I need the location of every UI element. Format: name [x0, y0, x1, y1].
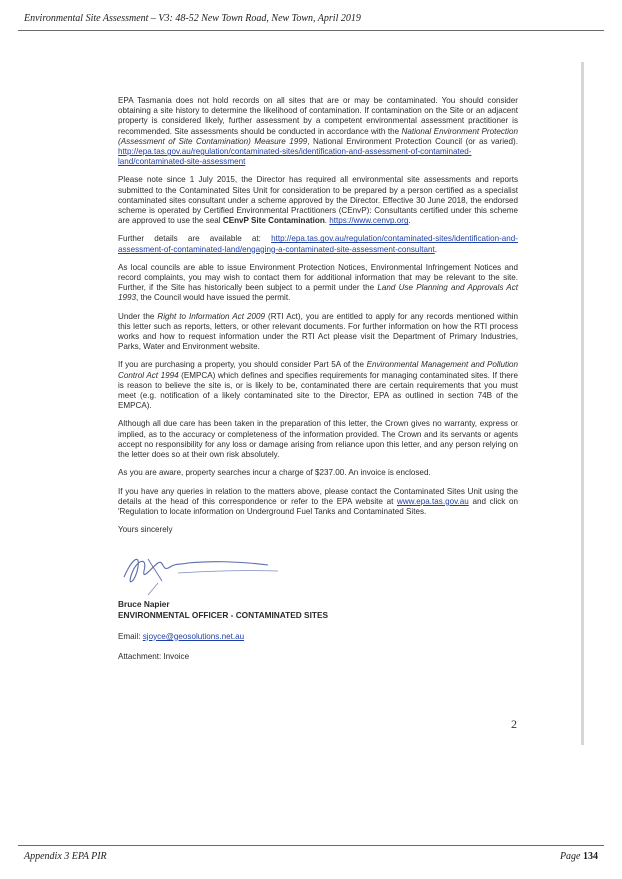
p1-measure-title: National Environment Protection (Assessment of Site Contamination) Measure 1999: [118, 126, 518, 146]
footer-page-number: 134: [583, 851, 598, 862]
footer-page-label: Page: [559, 851, 583, 862]
p3-link[interactable]: http://epa.tas.gov.au/regulation/contaminated-sites/identification-and-assessment-of-contaminated-land/engaging-a-contaminated-site-assessment-consultant: [118, 234, 518, 254]
footer-appendix-label: Appendix 3 EPA PIR: [24, 851, 107, 862]
p2-text-3: .: [408, 216, 411, 226]
p5-act-title: Right to Information Act 2009: [157, 311, 265, 321]
letter-page-number: 2: [511, 717, 517, 731]
p6-act-title: Environmental Management and Pollution Control Act 1994: [118, 360, 518, 380]
right-margin-rule: [581, 62, 584, 745]
paragraph-purchasing: [118, 360, 518, 411]
signature: [118, 537, 288, 597]
p4-text: As local councils are able to issue Environment Protection Notices, Environmental Infringement Notices and record complaints, you may wish to contact them for additional information that may be relevant to the site. Further, if the Site has historically been subject to a permit under the: [118, 262, 518, 293]
header-rule: [18, 30, 604, 31]
paragraph-certification: [118, 175, 518, 226]
p7-text: Although all due care has been taken in the preparation of this letter, the Crown gives no warranty, express or implied, as to the accuracy or completeness of the information provided. The Crown and its servants or agents accept no responsibility for any loss or damage arising from reliance upon this letter, and any person relying on the letter does so at their own risk absolutely.: [118, 419, 518, 460]
paragraph-queries: [118, 487, 518, 518]
letter-body: [118, 96, 518, 672]
page-header: Environmental Site Assessment – V3: 48-52 New Town Road, New Town, April 2019: [24, 13, 361, 24]
paragraph-epa-records: [118, 96, 518, 167]
footer-page: [560, 851, 598, 862]
email-label: Email:: [118, 631, 143, 641]
p1-text-2: , National Environment Protection Council (or as varied).: [307, 136, 518, 146]
signer-title: ENVIRONMENTAL OFFICER - CONTAMINATED SITES: [118, 609, 329, 620]
p9-link[interactable]: www.epa.tas.gov.au: [396, 496, 469, 506]
p6-text-2: (EMPCA) which defines and specifies requirements for managing contaminated sites. If there is reason to believe the site is, or is likely to be, contaminated there are certain requirements that you must meet (e.g. notification of a likely contaminated site to the Director, EPA as outlined in section 74B of the EMPCA).: [118, 370, 518, 411]
p9-text-2: and click on 'Regulation to locate information on Underground Fuel Tanks and Contaminated Sites.: [118, 496, 518, 516]
p1-text: EPA Tasmania does not hold records on all sites that are or may be contaminated. You should consider obtaining a site history to determine the likelihood of contamination. If contamination on the Site or an adjacent property is considered likely, further assessment by a competent environmental assessment practitioner is recommended. Site assessments should be conducted in accordance with the: [118, 96, 518, 136]
p3-text-2: .: [434, 244, 437, 254]
p5-text: Under the: [118, 311, 158, 321]
p2-link[interactable]: https://www.cenvp.org: [329, 216, 409, 226]
paragraph-rti: [118, 312, 518, 353]
paragraph-charge: [118, 468, 518, 478]
p5-text-2: (RTI Act), you are entitled to apply for any records mentioned within this letter such as reports, letters, or other relevant documents. For further information on how the RTI process works and how to request information under the RTI Act please visit the Department of Primary Industries, Parks, Water and Environment website.: [118, 311, 519, 352]
paragraph-disclaimer: [118, 419, 518, 460]
attachment-line: Attachment: Invoice: [118, 651, 190, 661]
signer-name: Bruce Napier: [118, 599, 170, 610]
paragraph-local-councils: [118, 263, 518, 304]
p8-text: As you are aware, property searches incur a charge of $237.00. An invoice is enclosed.: [118, 468, 431, 478]
email-link[interactable]: sjoyce@geosolutions.net.au: [142, 631, 245, 641]
signature-icon: [118, 537, 288, 597]
closing: Yours sincerely: [118, 525, 173, 535]
p2-text-2: .: [324, 216, 330, 226]
p9-text: If you have any queries in relation to the matters above, please contact the Contaminated Sites Unit using the details at the head of this correspondence or refer to the EPA website at: [118, 486, 518, 506]
paragraph-further-details: [118, 234, 518, 254]
p4-text-2: , the Council would have issued the permit.: [136, 293, 291, 303]
p2-text: Please note since 1 July 2015, the Director has required all environmental site assessments and reports submitted to the Contaminated Sites Unit for consideration to be prepared by a person certified as a specialist contaminated sites consultant under a scheme approved by the Director. Effective 30 June 2018, the endorsed scheme is operated by Certified Environmental Practitioners (CEnvP): Consultants certified under this scheme are approved to use the seal: [118, 175, 518, 226]
email-line: [118, 632, 518, 642]
p3-text: Further details are available at:: [118, 234, 272, 244]
p6-text: If you are purchasing a property, you should consider Part 5A of the: [118, 360, 367, 370]
p1-link[interactable]: http://epa.tas.gov.au/regulation/contaminated-sites/identification-and-assessment-of-contaminated-land/contaminated-site-assessment: [118, 147, 472, 167]
footer-rule: [18, 845, 604, 846]
p4-act-title: Land Use Planning and Approvals Act 1993: [118, 283, 518, 303]
p2-seal-name: CEnvP Site Contamination: [222, 216, 325, 226]
